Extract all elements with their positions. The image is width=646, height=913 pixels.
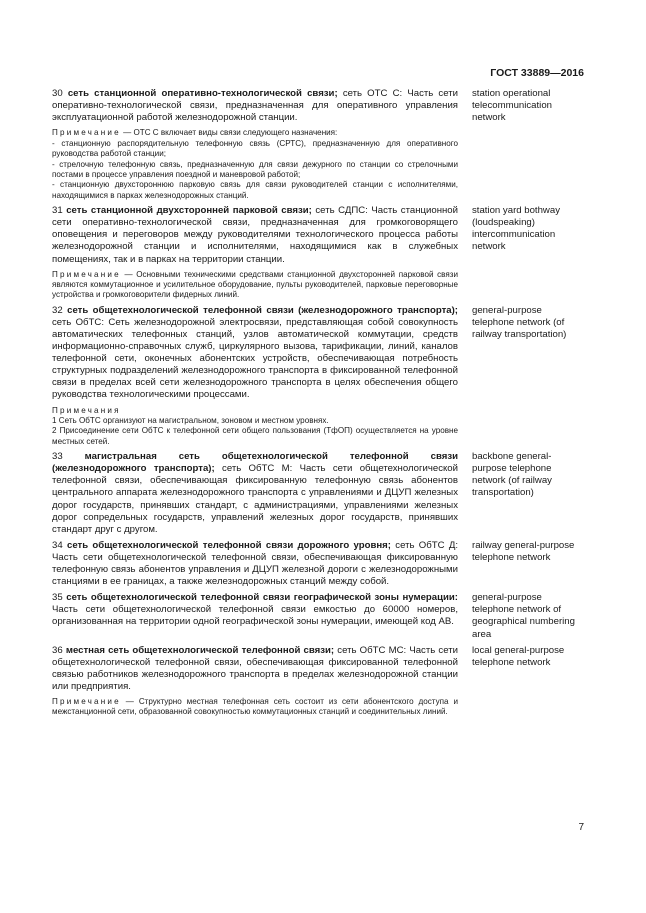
term-definition bbox=[52, 205, 458, 301]
term-note bbox=[52, 406, 458, 448]
document-standard-id: ГОСТ 33889—2016 bbox=[490, 67, 584, 79]
term-number: 32 bbox=[52, 304, 63, 316]
note-text: — Структурно местная телефонная сеть состоит из сети абонентского доступа и межстанционной сети, образованной совокупностью коммутационных станций и соединительных линий. bbox=[52, 696, 458, 717]
term-entry-35 bbox=[52, 592, 584, 640]
term-definition bbox=[52, 88, 458, 201]
note-text: — Основными техническими средствами станционной двухсторонней парковой связи являются коммутационное и усилительное оборудование, пульты руководителей, парковые переговорные устройства и громкоговорители фидерных линий. bbox=[52, 269, 458, 300]
term-body: сеть ОбТС М: Часть сети общетехнологической телефонной связи, обеспечивающая фиксированную телефонную связь абонентов центрального аппарата железнодорожного транспорта с управлениями и ДЦУП железных дорог государств, принявших стандарт, с администрациями, управлениями железных дорог сопредельных государств, управлений железных дорог государств, принявших стандарт друг с другом. bbox=[52, 463, 458, 535]
term-number: 31 bbox=[52, 205, 63, 217]
term-english: railway general-purpose telephone network bbox=[472, 539, 575, 563]
note-label: Примечание bbox=[52, 269, 121, 279]
term-body: Часть сети общетехнологической телефонной связи емкостью до 60000 номеров, организованная на территории одной географической зоны нумерации, имеющей код АВ. bbox=[52, 604, 458, 628]
term-entry-36 bbox=[52, 645, 584, 718]
term-body: сеть ОбТС: Сеть железнодорожной электросвязи, представляющая собой совокупность автоматических телефонных станций, узлов автоматической коммутации, средств информационно-справочных служб, циркулярного вызова, тарификации, линий, каналов телефонной сети, оконечных абонентских устройств, обеспечивающая потребность структурных подразделений железнодорожного транспорта в фиксированной телефонной связи в пределах всей сети железнодорожного транспорта в целях обеспечения общего руководства технологическими процессами. bbox=[52, 316, 458, 401]
term-definition bbox=[52, 645, 458, 718]
term-entry-34 bbox=[52, 540, 584, 588]
note-label: Примечание bbox=[52, 696, 121, 706]
term-english: general-purpose telephone network (of railway transportation) bbox=[472, 304, 567, 340]
term-name: местная сеть общетехнологической телефонной связи; bbox=[65, 644, 335, 656]
term-entry-30 bbox=[52, 88, 584, 201]
note-label: Примечание bbox=[52, 128, 121, 138]
term-name: сеть общетехнологической телефонной связи (железнодорожного транспорта); bbox=[67, 304, 458, 316]
term-body: сеть ОбТС МС: Часть сети общетехнологической телефонной связи, обеспечивающая фиксированной телефонной связью работников железнодорожного транспорта в пределах железнодорожной станции или предприятия. bbox=[52, 644, 458, 692]
note-line: - станционную распорядительную телефонную связь (СРТС), предназначенную для оперативного руководства работой станции; bbox=[52, 138, 458, 159]
term-entry-32 bbox=[52, 305, 584, 447]
term-definition bbox=[52, 305, 458, 447]
term-name: сеть общетехнологической телефонной связи дорожного уровня; bbox=[66, 539, 391, 551]
page-number: 7 bbox=[578, 822, 584, 833]
note-label: Примечания bbox=[52, 405, 121, 415]
note-line: 2 Присоединение сети ОбТС к телефонной сети общего пользования (ТфОП) осуществляется на уровне местных сетей. bbox=[52, 426, 458, 446]
term-name: сеть общетехнологической телефонной связи географической зоны нумерации: bbox=[66, 592, 458, 604]
term-number: 33 bbox=[52, 451, 63, 463]
term-number: 30 bbox=[52, 88, 63, 99]
term-english: local general-purpose telephone network bbox=[472, 644, 565, 668]
term-body: сеть СДПС: Часть станционной сети оперативно-технологической связи, предназначенная для громкоговорящего оповещения и переговоров между руководителями технологического процесса работы железнодорожной станции и исполнителями, находящимися как в служебных помещениях, так и в парках на территории станции. bbox=[52, 205, 458, 265]
term-name: магистральная сеть общетехнологической телефонной связи (железнодорожного транспорта); bbox=[52, 451, 458, 475]
term-definition bbox=[52, 592, 458, 640]
term-definition bbox=[52, 451, 458, 536]
term-english: station operational telecommunication network bbox=[472, 88, 552, 124]
note-text: — ОТС С включает виды связи следующего назначения: bbox=[120, 128, 338, 138]
term-number: 36 bbox=[52, 644, 63, 656]
note-line: - станционную двухстороннюю парковую связь для связи руководителей станции с исполнителями, находящимися в парках железнодорожных станций. bbox=[52, 180, 458, 200]
term-number: 34 bbox=[52, 539, 63, 551]
term-note bbox=[52, 697, 458, 718]
term-body: сеть ОТС С: Часть сети оперативно-технологической связи, предназначенная для оперативного управления эксплуатационной работой железнодорожной станции. bbox=[52, 88, 458, 124]
term-entry-33 bbox=[52, 451, 584, 536]
term-body: сеть ОбТС Д: Часть сети общетехнологической телефонной связи, обеспечивающая фиксированную телефонную связь абонентов управления и ДЦУП железной дороги с железнодорожными станциями в ее границах, а также железнодорожных станций между собой. bbox=[52, 539, 458, 588]
term-note bbox=[52, 270, 458, 301]
note-line: 1 Сеть ОбТС организуют на магистральном, зоновом и местном уровнях. bbox=[52, 415, 329, 425]
term-english: backbone general-purpose telephone network (of railway transportation) bbox=[472, 451, 552, 499]
term-number: 35 bbox=[52, 592, 63, 604]
term-definition bbox=[52, 540, 458, 588]
term-entry-31 bbox=[52, 205, 584, 301]
term-english: station yard bothway (loudspeaking) intercommunication network bbox=[472, 205, 560, 253]
term-name: сеть станционной двухсторонней парковой связи; bbox=[66, 205, 312, 217]
note-line: - стрелочную телефонную связь, предназначенную для связи дежурного по станции со стрелочными постами в процессе управления поездной и маневровой работой; bbox=[52, 159, 458, 179]
term-english: general-purpose telephone network of geographical numbering area bbox=[472, 592, 575, 640]
term-note bbox=[52, 128, 458, 201]
terms-list bbox=[52, 88, 584, 722]
term-name: сеть станционной оперативно-технологической связи; bbox=[67, 88, 338, 99]
